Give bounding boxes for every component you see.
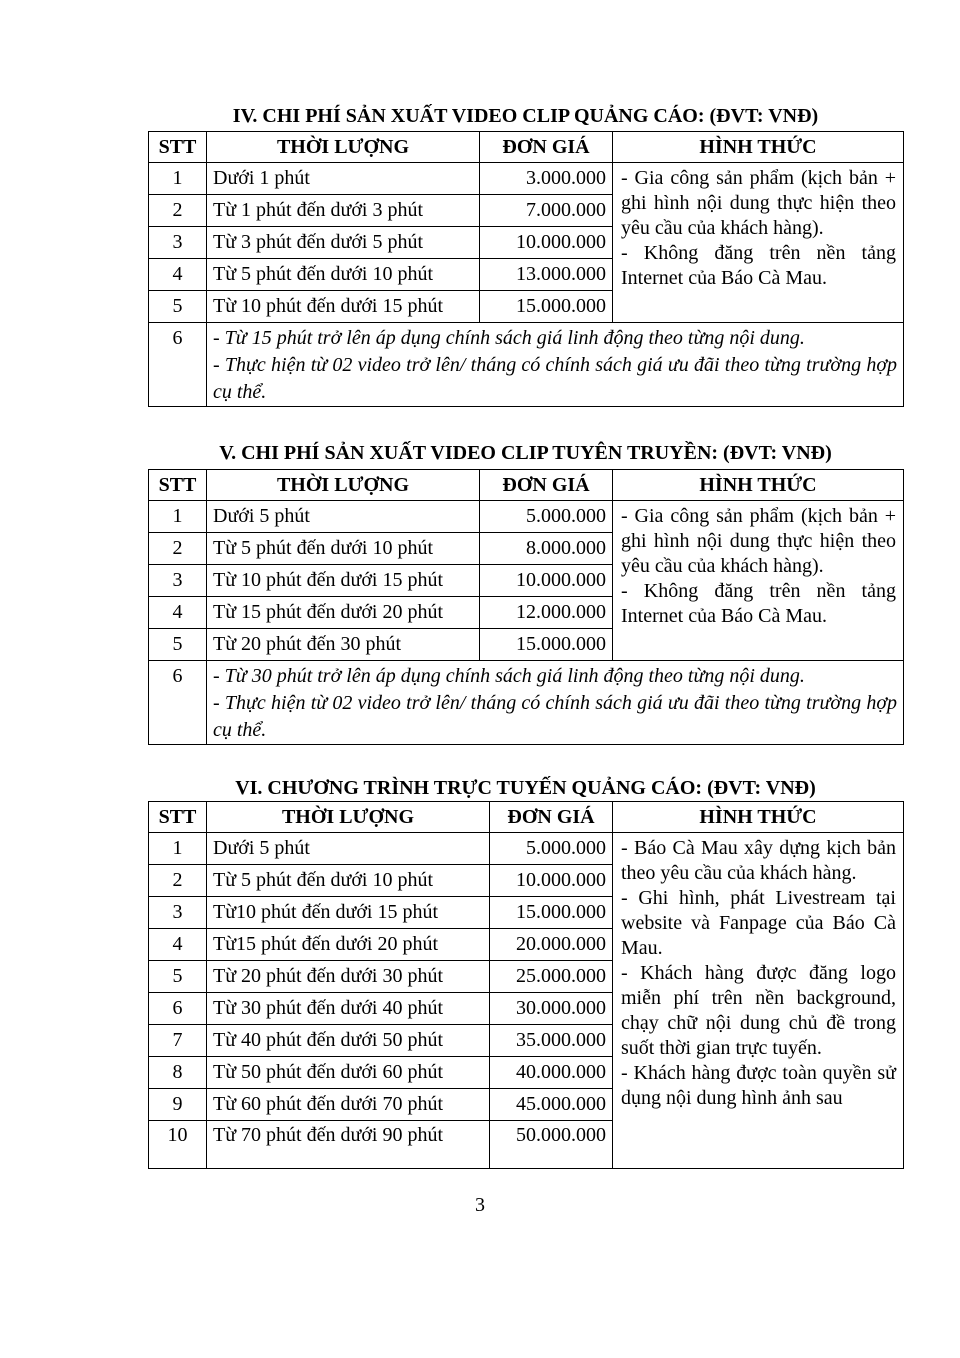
duration-cell: Từ 20 phút đến dưới 30 phút [207,961,490,993]
format-line: - Ghi hình, phát Livestream tại website và Fanpage của Báo Cà Mau. [621,887,896,959]
price-table-iv [148,131,904,407]
format-cell [613,163,904,323]
duration-cell: Dưới 5 phút [207,833,490,865]
note-cell [207,661,904,745]
note-line: - Từ 15 phút trở lên áp dụng chính sách giá linh động theo từng nội dung. [213,327,805,349]
note-row [149,323,904,407]
section-title-vi: VI. CHƯƠNG TRÌNH TRỰC TUYẾN QUẢNG CÁO: (ĐVT: VNĐ) [235,777,816,799]
price-cell: 45.000.000 [490,1089,613,1121]
stt-cell: 5 [149,961,207,993]
stt-cell: 6 [149,661,207,745]
format-cell [613,833,904,1169]
stt-cell: 6 [149,993,207,1025]
stt-cell: 2 [149,195,207,227]
stt-cell: 10 [149,1121,207,1169]
price-cell: 30.000.000 [490,993,613,1025]
price-cell: 20.000.000 [490,929,613,961]
format-cell [613,501,904,661]
duration-cell: Từ 30 phút đến dưới 40 phút [207,993,490,1025]
price-cell: 15.000.000 [480,629,613,661]
duration-cell: Từ10 phút đến dưới 15 phút [207,897,490,929]
stt-cell: 1 [149,163,207,195]
header-stt: STT [149,132,207,163]
table-row [149,501,904,533]
price-cell: 5.000.000 [490,833,613,865]
duration-cell: Từ 1 phút đến dưới 3 phút [207,195,480,227]
duration-cell: Từ 5 phút đến dưới 10 phút [207,259,480,291]
stt-cell: 1 [149,833,207,865]
note-line: - Thực hiện từ 02 video trở lên/ tháng có chính sách giá ưu đãi theo từng trường hợp cụ thể. [213,692,897,741]
stt-cell: 4 [149,259,207,291]
stt-cell: 3 [149,565,207,597]
table-row [149,833,904,865]
price-cell: 35.000.000 [490,1025,613,1057]
stt-cell: 5 [149,291,207,323]
price-cell: 12.000.000 [480,597,613,629]
duration-cell: Từ 3 phút đến dưới 5 phút [207,227,480,259]
duration-cell: Dưới 1 phút [207,163,480,195]
price-cell: 15.000.000 [480,291,613,323]
stt-cell: 2 [149,533,207,565]
price-table-vi [148,801,904,1169]
price-cell: 10.000.000 [480,227,613,259]
table-row [149,163,904,195]
duration-cell: Từ15 phút đến dưới 20 phút [207,929,490,961]
stt-cell: 4 [149,929,207,961]
header-format: HÌNH THỨC [613,132,904,163]
stt-cell: 3 [149,897,207,929]
note-row [149,661,904,745]
header-duration: THỜI LƯỢNG [207,802,490,833]
stt-cell: 6 [149,323,207,407]
section-title-iv: IV. CHI PHÍ SẢN XUẤT VIDEO CLIP QUẢNG CÁO: (ĐVT: VNĐ) [232,105,819,127]
note-cell [207,323,904,407]
price-cell: 10.000.000 [480,565,613,597]
price-cell: 40.000.000 [490,1057,613,1089]
format-line: - Không đăng trên nền tảng Internet của Báo Cà Mau. [621,242,896,289]
format-line: - Khách hàng được đăng logo miễn phí trên nền background, chạy chữ nội dung chủ đề trong suốt thời gian trực tuyến. [621,962,896,1059]
header-duration: THỜI LƯỢNG [207,470,480,501]
price-cell: 3.000.000 [480,163,613,195]
header-format: HÌNH THỨC [613,802,904,833]
duration-cell: Từ 10 phút đến dưới 15 phút [207,565,480,597]
header-stt: STT [149,802,207,833]
header-price: ĐƠN GIÁ [480,132,613,163]
header-price: ĐƠN GIÁ [480,470,613,501]
price-cell: 13.000.000 [480,259,613,291]
header-price: ĐƠN GIÁ [490,802,613,833]
format-line: - Gia công sản phẩm (kịch bản + ghi hình nội dung thực hiện theo yêu cầu của khách hàng). [621,167,896,239]
section-title-v: V. CHI PHÍ SẢN XUẤT VIDEO CLIP TUYÊN TRUYỀN: (ĐVT: VNĐ) [219,442,832,464]
format-line: - Không đăng trên nền tảng Internet của Báo Cà Mau. [621,580,896,627]
format-line: - Khách hàng được toàn quyền sử dụng nội dung hình ảnh sau [621,1062,896,1109]
duration-cell: Từ 40 phút đến dưới 50 phút [207,1025,490,1057]
duration-cell: Từ 5 phút đến dưới 10 phút [207,533,480,565]
duration-cell: Dưới 5 phút [207,501,480,533]
duration-cell: Từ 15 phút đến dưới 20 phút [207,597,480,629]
price-cell: 7.000.000 [480,195,613,227]
header-duration: THỜI LƯỢNG [207,132,480,163]
stt-cell: 5 [149,629,207,661]
header-format: HÌNH THỨC [613,470,904,501]
stt-cell: 9 [149,1089,207,1121]
stt-cell: 2 [149,865,207,897]
stt-cell: 7 [149,1025,207,1057]
stt-cell: 3 [149,227,207,259]
duration-cell: Từ 70 phút đến dưới 90 phút [207,1121,490,1169]
price-cell: 15.000.000 [490,897,613,929]
header-stt: STT [149,470,207,501]
stt-cell: 1 [149,501,207,533]
duration-cell: Từ 60 phút đến dưới 70 phút [207,1089,490,1121]
format-line: - Báo Cà Mau xây dựng kịch bản theo yêu cầu của khách hàng. [621,837,896,884]
price-cell: 50.000.000 [490,1121,613,1169]
price-cell: 8.000.000 [480,533,613,565]
stt-cell: 8 [149,1057,207,1089]
price-cell: 25.000.000 [490,961,613,993]
price-table-v [148,469,904,745]
price-cell: 5.000.000 [480,501,613,533]
stt-cell: 4 [149,597,207,629]
duration-cell: Từ 5 phút đến dưới 10 phút [207,865,490,897]
duration-cell: Từ 20 phút đến 30 phút [207,629,480,661]
note-line: - Thực hiện từ 02 video trở lên/ tháng có chính sách giá ưu đãi theo từng trường hợp cụ thể. [213,354,897,403]
duration-cell: Từ 50 phút đến dưới 60 phút [207,1057,490,1089]
price-cell: 10.000.000 [490,865,613,897]
format-line: - Gia công sản phẩm (kịch bản + ghi hình nội dung thực hiện theo yêu cầu của khách hàng). [621,505,896,577]
page-number: 3 [475,1194,485,1216]
duration-cell: Từ 10 phút đến dưới 15 phút [207,291,480,323]
note-line: - Từ 30 phút trở lên áp dụng chính sách giá linh động theo từng nội dung. [213,665,805,687]
